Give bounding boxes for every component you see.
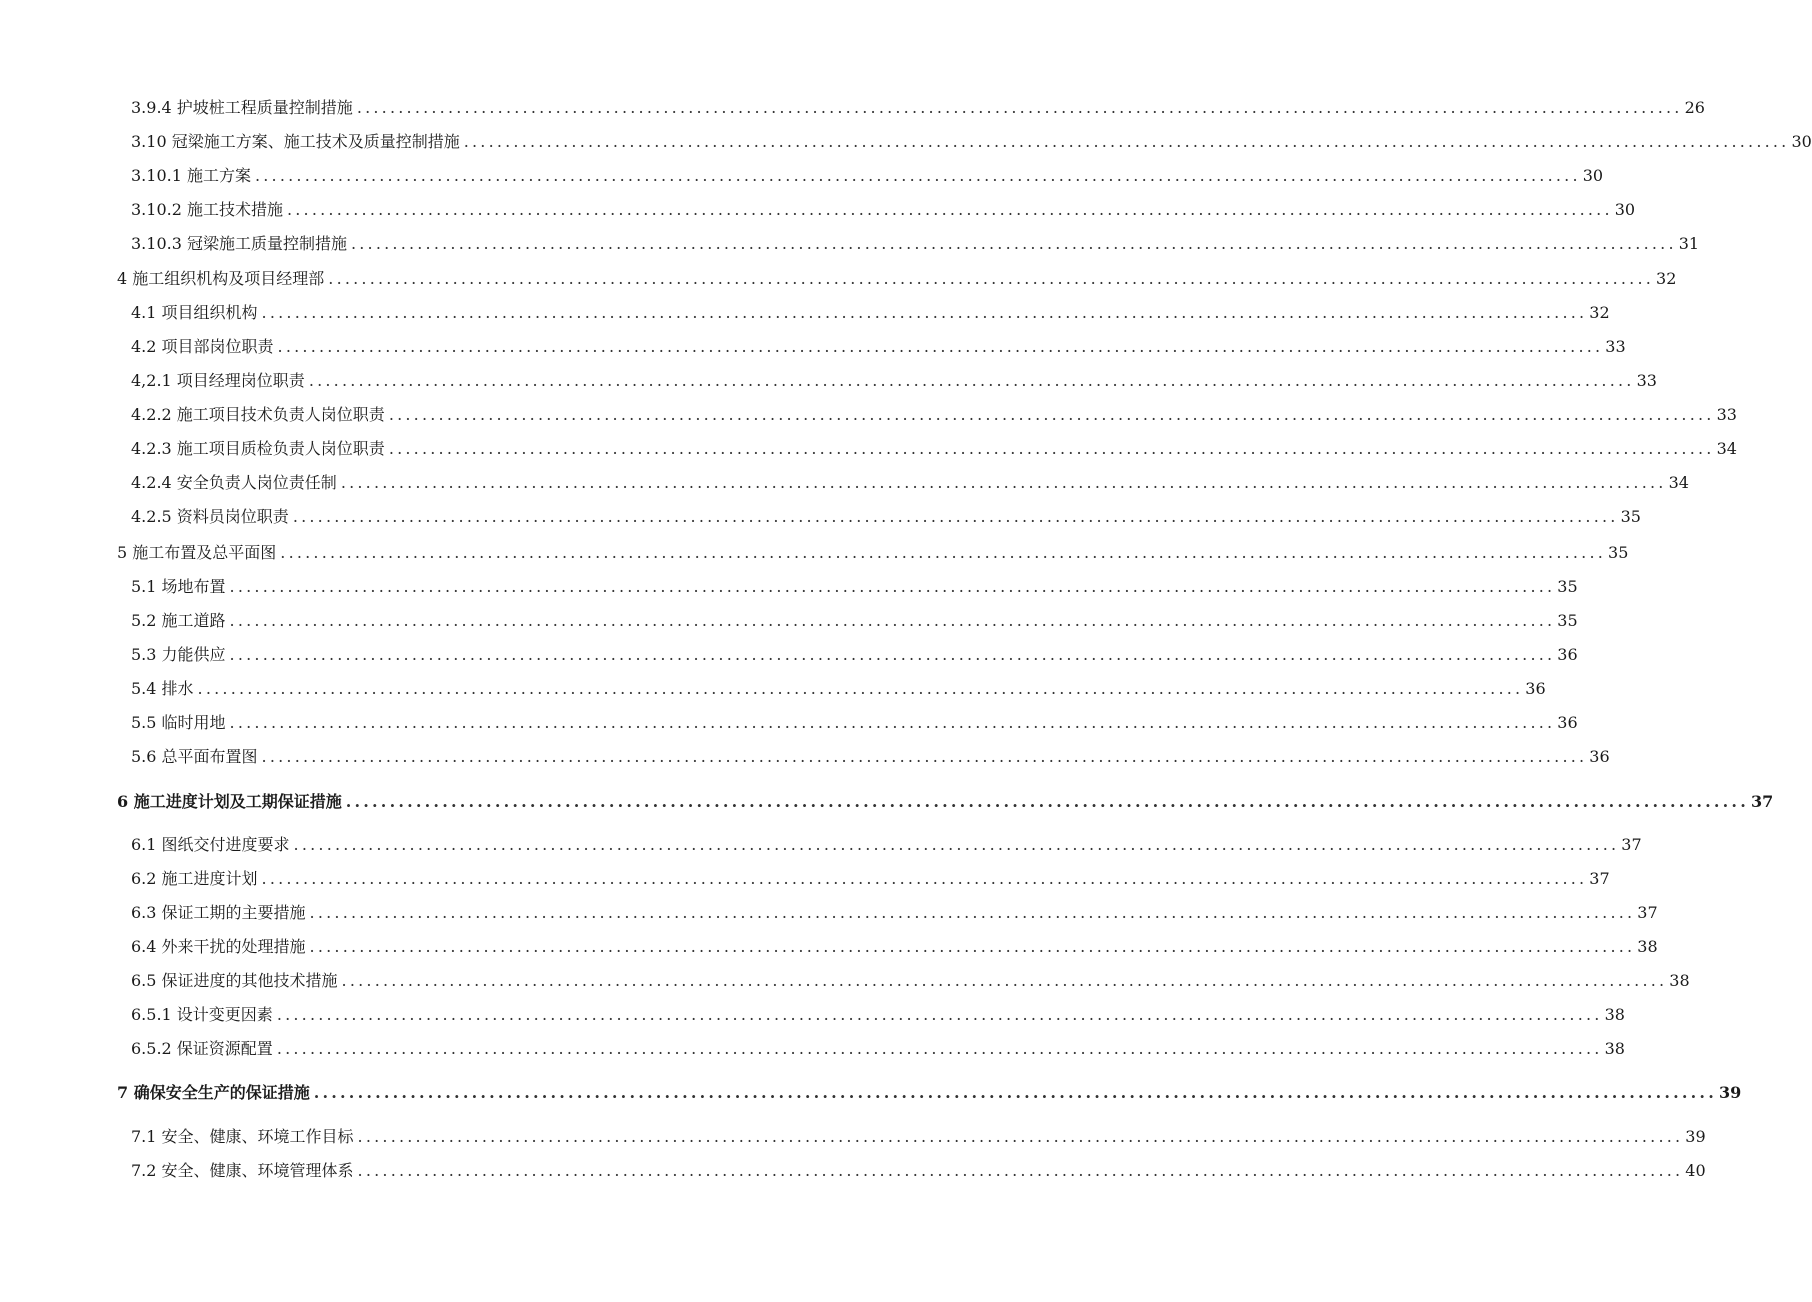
toc-entry[interactable] (131, 130, 1812, 154)
toc-entry[interactable] (131, 677, 1546, 701)
toc-leader-dots: ................................................................................................................................................................ (261, 747, 1588, 766)
toc-entry-page-number: 36 (1557, 713, 1578, 732)
toc-leader-dots: ................................................................................................................................................................ (357, 1127, 1684, 1146)
toc-entry-page-number: 37 (1589, 869, 1610, 888)
toc-leader-dots: ................................................................................................................................................................ (357, 1161, 1684, 1180)
toc-entry[interactable] (131, 198, 1636, 222)
toc-entry-title: 4 施工组织机构及项目经理部 (117, 269, 325, 288)
toc-entry-page-number: 34 (1716, 439, 1737, 458)
toc-leader-dots: ................................................................................................................................................................ (350, 234, 1677, 253)
toc-entry-title: 7.1 安全、健康、环境工作目标 (131, 1127, 354, 1146)
toc-leader-dots: ................................................................................................................................................................ (308, 371, 1635, 390)
toc-entry-page-number: 35 (1557, 577, 1578, 596)
toc-entry-title: 4.2 项目部岗位职责 (131, 337, 274, 356)
toc-entry-title: 7.2 安全、健康、环境管理体系 (131, 1161, 354, 1180)
toc-entry-title: 5.1 场地布置 (131, 577, 226, 596)
toc-entry-page-number: 36 (1525, 679, 1546, 698)
toc-entry[interactable] (117, 267, 1677, 291)
toc-entry-page-number: 39 (1685, 1127, 1706, 1146)
toc-entry-title: 3.10.3 冠梁施工质量控制措施 (131, 234, 347, 253)
toc-entry-page-number: 30 (1614, 200, 1636, 219)
toc-entry-title: 5.5 临时用地 (131, 713, 226, 732)
toc-leader-dots: ................................................................................................................................................................ (261, 303, 1588, 322)
toc-entry[interactable] (131, 643, 1578, 667)
toc-leader-dots: ................................................................................................................................................................ (254, 166, 1581, 185)
toc-entry-page-number: 38 (1669, 971, 1690, 990)
toc-leader-dots: ................................................................................................................................................................ (229, 645, 1556, 664)
toc-entry-title: 4,2.1 项目经理岗位职责 (131, 371, 305, 390)
toc-entry-page-number: 36 (1557, 645, 1578, 664)
toc-entry-title: 5.2 施工道路 (131, 611, 226, 630)
toc-entry[interactable] (131, 1037, 1625, 1061)
toc-leader-dots: ................................................................................................................................................................ (277, 337, 1604, 356)
toc-leader-dots: ................................................................................................................................................................ (293, 835, 1620, 854)
toc-entry[interactable] (131, 711, 1578, 735)
toc-entry-page-number: 33 (1636, 371, 1657, 390)
toc-entry-title: 6.4 外来干扰的处理措施 (131, 937, 306, 956)
toc-entry-title: 4.2.4 安全负责人岗位责任制 (131, 473, 337, 492)
toc-leader-dots: ................................................................................................................................................................ (313, 1083, 1717, 1102)
toc-entry[interactable] (131, 164, 1604, 188)
toc-leader-dots: ................................................................................................................................................................ (276, 1005, 1603, 1024)
toc-entry-title: 6.5.2 保证资源配置 (131, 1039, 273, 1058)
toc-entry[interactable] (131, 403, 1737, 427)
toc-leader-dots: ................................................................................................................................................................ (276, 1039, 1603, 1058)
toc-entry-title: 4.2.5 资料员岗位职责 (131, 507, 289, 526)
toc-entry-page-number: 32 (1589, 303, 1610, 322)
toc-leader-dots: ................................................................................................................................................................ (280, 543, 1607, 562)
toc-entry[interactable] (131, 437, 1737, 461)
toc-entry[interactable] (117, 541, 1629, 565)
toc-leader-dots: ................................................................................................................................................................ (388, 439, 1715, 458)
toc-entry-page-number: 37 (1637, 903, 1658, 922)
toc-entry-title: 5.3 力能供应 (131, 645, 226, 664)
toc-entry[interactable] (131, 609, 1578, 633)
toc-leader-dots: ................................................................................................................................................................ (328, 269, 1655, 288)
toc-entry-page-number: 34 (1668, 473, 1689, 492)
toc-leader-dots: ................................................................................................................................................................ (286, 200, 1613, 219)
toc-entry-page-number: 39 (1718, 1083, 1742, 1102)
toc-entry-title: 6 施工进度计划及工期保证措施 (117, 792, 342, 811)
toc-leader-dots: ................................................................................................................................................................ (309, 903, 1636, 922)
toc-entry[interactable] (131, 1003, 1625, 1027)
toc-leader-dots: ................................................................................................................................................................ (309, 937, 1636, 956)
toc-entry[interactable] (131, 935, 1658, 959)
toc-entry-title: 4.2.2 施工项目技术负责人岗位职责 (131, 405, 385, 424)
toc-entry[interactable] (131, 232, 1700, 256)
toc-entry-page-number: 31 (1678, 234, 1700, 253)
toc-leader-dots: ................................................................................................................................................................ (345, 792, 1749, 811)
toc-entry[interactable] (131, 867, 1610, 891)
toc-leader-dots: ................................................................................................................................................................ (229, 611, 1556, 630)
toc-leader-dots: ................................................................................................................................................................ (463, 132, 1790, 151)
toc-entry-title: 5.4 排水 (131, 679, 194, 698)
toc-entry-title: 3.9.4 护坡桩工程质量控制措施 (131, 98, 353, 117)
toc-entry[interactable] (131, 505, 1641, 529)
toc-leader-dots: ................................................................................................................................................................ (356, 98, 1683, 117)
toc-entry-page-number: 35 (1608, 543, 1629, 562)
toc-entry-page-number: 33 (1716, 405, 1737, 424)
toc-entry-title: 4.1 项目组织机构 (131, 303, 258, 322)
toc-entry-title: 3.10.2 施工技术措施 (131, 200, 283, 219)
toc-entry-title: 5.6 总平面布置图 (131, 747, 258, 766)
toc-leader-dots: ................................................................................................................................................................ (341, 971, 1668, 990)
toc-entry-page-number: 38 (1604, 1039, 1625, 1058)
toc-entry[interactable] (131, 335, 1626, 359)
toc-leader-dots: ................................................................................................................................................................ (388, 405, 1715, 424)
toc-entry-page-number: 33 (1605, 337, 1626, 356)
toc-entry-title: 3.10.1 施工方案 (131, 166, 251, 185)
toc-entry[interactable] (131, 301, 1610, 325)
toc-entry-title: 6.5.1 设计变更因素 (131, 1005, 273, 1024)
toc-entry[interactable] (131, 471, 1689, 495)
toc-leader-dots: ................................................................................................................................................................ (229, 713, 1556, 732)
toc-entry-page-number: 37 (1750, 792, 1774, 811)
toc-entry-page-number: 38 (1637, 937, 1658, 956)
toc-entry-title: 6.2 施工进度计划 (131, 869, 258, 888)
toc-entry-page-number: 26 (1684, 98, 1705, 117)
toc-entry-page-number: 36 (1589, 747, 1610, 766)
toc-entry-title: 6.1 图纸交付进度要求 (131, 835, 290, 854)
toc-entry-page-number: 32 (1656, 269, 1677, 288)
toc-entry-title: 5 施工布置及总平面图 (117, 543, 277, 562)
toc-entry[interactable] (117, 790, 1774, 814)
toc-entry-page-number: 35 (1557, 611, 1578, 630)
toc-entry-title: 6.5 保证进度的其他技术措施 (131, 971, 338, 990)
toc-entry-page-number: 38 (1604, 1005, 1625, 1024)
toc-entry-page-number: 30 (1791, 132, 1812, 151)
toc-entry-title: 6.3 保证工期的主要措施 (131, 903, 306, 922)
toc-entry-title: 7 确保安全生产的保证措施 (117, 1083, 310, 1102)
toc-entry[interactable] (131, 1125, 1706, 1149)
toc-leader-dots: ................................................................................................................................................................ (197, 679, 1524, 698)
toc-entry-title: 4.2.3 施工项目质检负责人岗位职责 (131, 439, 385, 458)
toc-entry[interactable] (131, 833, 1642, 857)
toc-entry-page-number: 40 (1685, 1161, 1706, 1180)
toc-entry-title: 3.10 冠梁施工方案、施工技术及质量控制措施 (131, 132, 460, 151)
toc-entry[interactable] (131, 1159, 1706, 1183)
toc-entry-page-number: 35 (1620, 507, 1641, 526)
toc-entry[interactable] (131, 575, 1578, 599)
toc-entry[interactable] (117, 1081, 1742, 1105)
toc-entry[interactable] (131, 369, 1657, 393)
toc-leader-dots: ................................................................................................................................................................ (261, 869, 1588, 888)
toc-leader-dots: ................................................................................................................................................................ (340, 473, 1667, 492)
toc-leader-dots: ................................................................................................................................................................ (229, 577, 1556, 596)
toc-entry-page-number: 37 (1621, 835, 1642, 854)
toc-entry[interactable] (131, 901, 1658, 925)
toc-entry[interactable] (131, 96, 1705, 120)
toc-entry-page-number: 30 (1582, 166, 1604, 185)
toc-leader-dots: ................................................................................................................................................................ (292, 507, 1619, 526)
toc-entry[interactable] (131, 969, 1690, 993)
toc-entry[interactable] (131, 745, 1610, 769)
